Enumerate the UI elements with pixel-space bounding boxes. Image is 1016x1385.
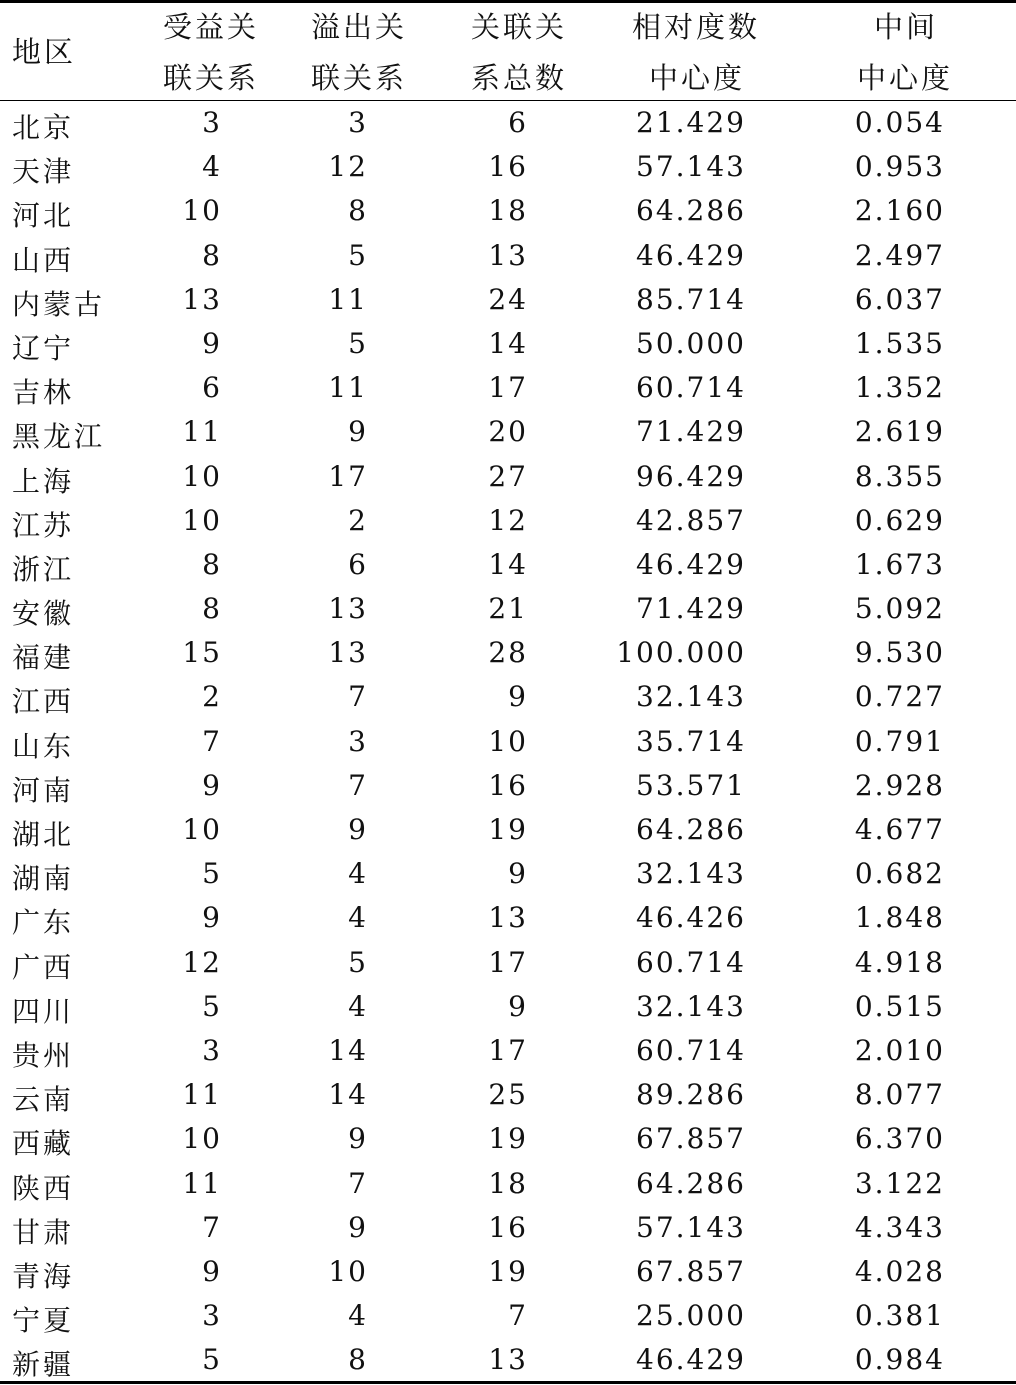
- cell-benefit: 3: [202, 106, 222, 139]
- table-row: [0, 809, 1016, 853]
- cell-region: 广东: [12, 906, 75, 940]
- table-row: [0, 279, 1016, 323]
- cell-spill: 3: [348, 106, 368, 139]
- cell-region: 新疆: [12, 1348, 75, 1382]
- cell-region: 山西: [12, 243, 75, 277]
- cell-region: 云南: [12, 1083, 75, 1117]
- cell-degree-centrality: 46.429: [636, 547, 746, 581]
- cell-betweenness: 2.619: [854, 415, 945, 449]
- cell-degree-centrality: 71.429: [636, 592, 746, 626]
- cell-betweenness: 1.535: [854, 326, 945, 360]
- cell-spill: 2: [348, 503, 368, 537]
- cell-betweenness: 8.355: [854, 459, 945, 493]
- cell-betweenness: 0.515: [854, 989, 945, 1023]
- table-row: [0, 1207, 1016, 1251]
- cell-betweenness: 8.077: [854, 1078, 945, 1112]
- cell-benefit: 11: [182, 1166, 222, 1200]
- cell-degree-centrality: 35.714: [636, 724, 746, 758]
- cell-total: 9: [508, 857, 528, 891]
- cell-benefit: 10: [182, 194, 222, 228]
- cell-benefit: 9: [202, 1254, 222, 1288]
- cell-total: 21: [488, 592, 528, 626]
- cell-betweenness: 0.791: [854, 724, 945, 758]
- cell-betweenness: 1.352: [854, 371, 945, 405]
- cell-benefit: 5: [202, 989, 222, 1023]
- cell-region: 内蒙古: [12, 287, 106, 321]
- table-row: [0, 1118, 1016, 1162]
- cell-region: 四川: [12, 994, 75, 1028]
- cell-total: 16: [488, 1210, 528, 1244]
- cell-spill: 13: [328, 592, 368, 626]
- cell-benefit: 3: [202, 1299, 222, 1333]
- cell-total: 20: [488, 415, 528, 449]
- cell-region: 吉林: [12, 376, 75, 410]
- cell-spill: 9: [348, 1210, 368, 1244]
- table-row: [0, 500, 1016, 544]
- cell-degree-centrality: 53.571: [636, 768, 746, 802]
- table-row: [0, 765, 1016, 809]
- bottom-rule: [0, 1381, 1016, 1384]
- cell-betweenness: 1.673: [854, 547, 945, 581]
- cell-degree-centrality: 60.714: [636, 1033, 746, 1067]
- cell-benefit: 4: [202, 150, 222, 184]
- cell-benefit: 8: [202, 592, 222, 626]
- cell-betweenness: 0.984: [854, 1343, 945, 1377]
- cell-spill: 13: [328, 636, 368, 670]
- cell-total: 14: [488, 326, 528, 360]
- cell-benefit: 10: [182, 459, 222, 493]
- cell-benefit: 5: [202, 857, 222, 891]
- cell-betweenness: 4.343: [854, 1210, 945, 1244]
- cell-benefit: 10: [182, 1122, 222, 1156]
- cell-betweenness: 4.918: [854, 945, 945, 979]
- cell-degree-centrality: 71.429: [636, 415, 746, 449]
- cell-benefit: 12: [182, 945, 222, 979]
- cell-region: 江苏: [12, 508, 75, 542]
- cell-betweenness: 0.381: [854, 1299, 945, 1333]
- table-row: [0, 721, 1016, 765]
- cell-spill: 17: [328, 459, 368, 493]
- cell-benefit: 7: [202, 1210, 222, 1244]
- cell-betweenness: 5.092: [854, 592, 945, 626]
- cell-degree-centrality: 85.714: [636, 282, 746, 316]
- cell-total: 6: [508, 106, 528, 139]
- cell-benefit: 9: [202, 768, 222, 802]
- cell-spill: 4: [348, 901, 368, 935]
- cell-betweenness: 0.953: [854, 150, 945, 184]
- cell-betweenness: 2.497: [854, 238, 945, 272]
- cell-spill: 12: [328, 150, 368, 184]
- table-row: [0, 1339, 1016, 1383]
- cell-benefit: 7: [202, 724, 222, 758]
- table-row: [0, 102, 1016, 146]
- cell-region: 福建: [12, 641, 75, 675]
- cell-betweenness: 0.682: [854, 857, 945, 891]
- cell-spill: 4: [348, 857, 368, 891]
- cell-total: 9: [508, 989, 528, 1023]
- cell-spill: 5: [348, 238, 368, 272]
- cell-betweenness: 3.122: [854, 1166, 945, 1200]
- header-betweenness: 中间 中心度: [857, 10, 954, 95]
- cell-spill: 14: [328, 1078, 368, 1112]
- table-row: [0, 632, 1016, 676]
- cell-region: 广西: [12, 950, 75, 984]
- table-row: [0, 676, 1016, 720]
- cell-betweenness: 6.037: [854, 282, 945, 316]
- cell-betweenness: 6.370: [854, 1122, 945, 1156]
- cell-total: 18: [488, 194, 528, 228]
- cell-total: 17: [488, 945, 528, 979]
- cell-degree-centrality: 57.143: [636, 150, 746, 184]
- cell-total: 24: [488, 282, 528, 316]
- cell-betweenness: 2.160: [854, 194, 945, 228]
- table-row: [0, 411, 1016, 455]
- cell-total: 19: [488, 1254, 528, 1288]
- cell-degree-centrality: 46.426: [636, 901, 746, 935]
- cell-benefit: 15: [182, 636, 222, 670]
- cell-region: 湖北: [12, 818, 75, 851]
- cell-spill: 8: [348, 194, 368, 228]
- cell-degree-centrality: 32.143: [636, 989, 746, 1023]
- cell-spill: 9: [348, 813, 368, 846]
- cell-region: 北京: [12, 111, 75, 144]
- cell-betweenness: 9.530: [854, 636, 945, 670]
- cell-total: 16: [488, 150, 528, 184]
- cell-region: 甘肃: [12, 1215, 75, 1249]
- cell-region: 辽宁: [12, 331, 75, 365]
- cell-betweenness: 2.010: [854, 1033, 945, 1067]
- table-body: [0, 102, 1016, 1383]
- cell-degree-centrality: 50.000: [636, 326, 746, 360]
- table-row: [0, 323, 1016, 367]
- cell-benefit: 5: [202, 1343, 222, 1377]
- table-row: [0, 897, 1016, 941]
- cell-betweenness: 0.629: [854, 503, 945, 537]
- header-degree-centrality: 相对度数 中心度: [632, 10, 761, 95]
- cell-benefit: 9: [202, 901, 222, 935]
- cell-benefit: 3: [202, 1033, 222, 1067]
- header-rule: [0, 100, 1016, 101]
- cell-total: 28: [488, 636, 528, 670]
- cell-benefit: 8: [202, 238, 222, 272]
- cell-total: 19: [488, 813, 528, 846]
- cell-total: 13: [488, 901, 528, 935]
- header-benefit: 受益关 联关系: [163, 10, 260, 95]
- cell-region: 贵州: [12, 1038, 75, 1072]
- cell-total: 13: [488, 238, 528, 272]
- cell-total: 12: [488, 503, 528, 537]
- cell-degree-centrality: 89.286: [636, 1078, 746, 1112]
- cell-degree-centrality: 25.000: [636, 1299, 746, 1333]
- table-row: [0, 544, 1016, 588]
- cell-benefit: 10: [182, 813, 222, 846]
- cell-region: 山东: [12, 729, 75, 763]
- table-row: [0, 853, 1016, 897]
- cell-region: 浙江: [12, 552, 75, 586]
- cell-degree-centrality: 64.286: [636, 194, 746, 228]
- cell-spill: 6: [348, 547, 368, 581]
- cell-region: 天津: [12, 155, 75, 189]
- cell-spill: 11: [328, 371, 368, 405]
- cell-degree-centrality: 60.714: [636, 945, 746, 979]
- cell-benefit: 10: [182, 503, 222, 537]
- table-row: [0, 1295, 1016, 1339]
- cell-total: 9: [508, 680, 528, 714]
- cell-total: 17: [488, 1033, 528, 1067]
- header-total: 关联关 系总数: [471, 10, 568, 95]
- cell-total: 7: [508, 1299, 528, 1333]
- cell-betweenness: 4.028: [854, 1254, 945, 1288]
- cell-benefit: 11: [182, 1078, 222, 1112]
- cell-spill: 8: [348, 1343, 368, 1377]
- cell-degree-centrality: 67.857: [636, 1122, 746, 1156]
- cell-betweenness: 2.928: [854, 768, 945, 802]
- cell-degree-centrality: 100.000: [616, 636, 746, 670]
- cell-spill: 3: [348, 724, 368, 758]
- cell-benefit: 6: [202, 371, 222, 405]
- cell-benefit: 9: [202, 326, 222, 360]
- cell-region: 黑龙江: [12, 420, 106, 454]
- cell-degree-centrality: 96.429: [636, 459, 746, 493]
- table-row: [0, 986, 1016, 1030]
- cell-betweenness: 0.727: [854, 680, 945, 714]
- cell-degree-centrality: 64.286: [636, 1166, 746, 1200]
- cell-total: 27: [488, 459, 528, 493]
- header-region: 地区: [12, 35, 77, 69]
- table-row: [0, 588, 1016, 632]
- cell-degree-centrality: 64.286: [636, 813, 746, 846]
- cell-degree-centrality: 67.857: [636, 1254, 746, 1288]
- table-row: [0, 146, 1016, 190]
- cell-benefit: 2: [202, 680, 222, 714]
- table-row: [0, 235, 1016, 279]
- table-row: [0, 367, 1016, 411]
- table-row: [0, 1030, 1016, 1074]
- cell-spill: 5: [348, 945, 368, 979]
- cell-region: 宁夏: [12, 1304, 75, 1338]
- header-spill: 溢出关 联关系: [311, 10, 408, 95]
- cell-spill: 7: [348, 768, 368, 802]
- cell-spill: 7: [348, 1166, 368, 1200]
- cell-region: 河南: [12, 773, 75, 807]
- cell-spill: 9: [348, 1122, 368, 1156]
- cell-spill: 11: [328, 282, 368, 316]
- cell-benefit: 11: [182, 415, 222, 449]
- cell-degree-centrality: 21.429: [636, 106, 746, 139]
- cell-region: 江西: [12, 685, 75, 719]
- cell-spill: 5: [348, 326, 368, 360]
- cell-degree-centrality: 46.429: [636, 238, 746, 272]
- cell-region: 湖南: [12, 862, 75, 896]
- cell-spill: 14: [328, 1033, 368, 1067]
- cell-region: 西藏: [12, 1127, 75, 1161]
- cell-betweenness: 0.054: [854, 106, 945, 139]
- cell-region: 陕西: [12, 1171, 75, 1205]
- cell-degree-centrality: 60.714: [636, 371, 746, 405]
- cell-total: 14: [488, 547, 528, 581]
- cell-total: 19: [488, 1122, 528, 1156]
- cell-betweenness: 4.677: [854, 813, 945, 846]
- cell-spill: 7: [348, 680, 368, 714]
- table-row: [0, 1163, 1016, 1207]
- cell-benefit: 13: [182, 282, 222, 316]
- cell-degree-centrality: 32.143: [636, 857, 746, 891]
- cell-total: 16: [488, 768, 528, 802]
- cell-region: 青海: [12, 1259, 75, 1293]
- cell-degree-centrality: 57.143: [636, 1210, 746, 1244]
- cell-degree-centrality: 32.143: [636, 680, 746, 714]
- cell-total: 18: [488, 1166, 528, 1200]
- cell-region: 安徽: [12, 597, 75, 631]
- cell-spill: 10: [328, 1254, 368, 1288]
- cell-betweenness: 1.848: [854, 901, 945, 935]
- table-row: [0, 456, 1016, 500]
- cell-region: 河北: [12, 199, 75, 233]
- cell-total: 17: [488, 371, 528, 405]
- cell-benefit: 8: [202, 547, 222, 581]
- cell-total: 10: [488, 724, 528, 758]
- cell-total: 25: [488, 1078, 528, 1112]
- cell-total: 13: [488, 1343, 528, 1377]
- cell-spill: 4: [348, 989, 368, 1023]
- cell-spill: 9: [348, 415, 368, 449]
- table-row: [0, 1251, 1016, 1295]
- cell-degree-centrality: 42.857: [636, 503, 746, 537]
- cell-spill: 4: [348, 1299, 368, 1333]
- cell-degree-centrality: 46.429: [636, 1343, 746, 1377]
- table-row: [0, 190, 1016, 234]
- table-row: [0, 1074, 1016, 1118]
- cell-region: 上海: [12, 464, 75, 498]
- table-row: [0, 942, 1016, 986]
